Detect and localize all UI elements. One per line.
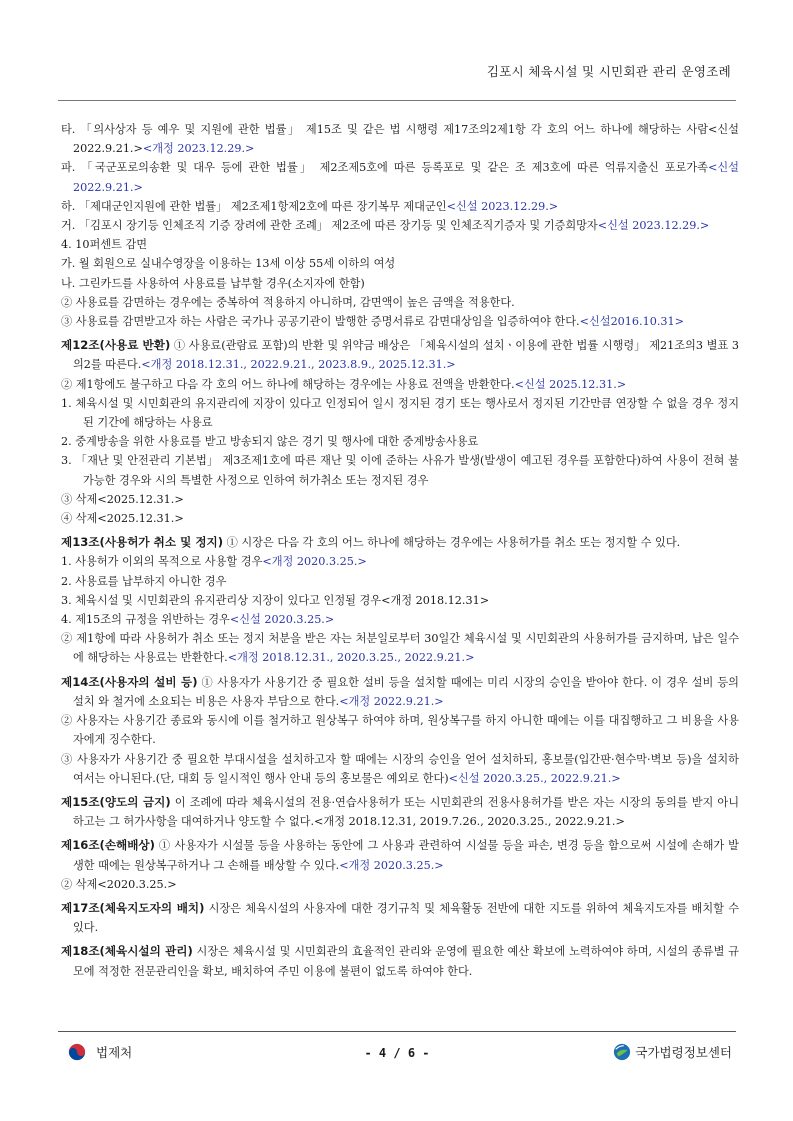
paragraph-2: ② 제1항에 따라 사용허가 취소 또는 정지 처분을 받은 자는 처분일로부터 30일간 체육시설 및 시민회관의 사용허가를 금지하며, 납은 일수에 해당하는 사용료는 반환한다. <box>61 632 739 665</box>
article-18 <box>61 942 739 980</box>
article-17 <box>61 899 739 937</box>
clause-ga: 가. 월 회원으로 실내수영장을 이용하는 13세 이상 55세 이하의 여성 <box>61 257 396 271</box>
item-2: 2. 사용료를 납부하지 아니한 경우 <box>61 574 227 588</box>
clause-na: 나. 그린카드를 사용하여 사용료를 납부할 경우(소지자에 한함) <box>61 276 365 290</box>
paragraph-2: ② 사용자는 사용기간 종료와 동시에 이를 철거하고 원상복구 하여야 하며, 원상복구를 하지 아니한 때에는 이를 대집행하고 그 비용을 사용자에게 징수한다. <box>61 714 739 747</box>
revision-note: <개정 2020.3.25.> <box>262 555 367 569</box>
item-1: 1. 체육시설 및 시민회관의 유지관리에 지장이 있다고 인정되어 일시 정지된 경기 또는 행사로서 정지된 기간만큼 연장할 수 없을 경우 정지된 기간에 해당하는 사용료 <box>61 396 739 430</box>
article-16 <box>61 836 739 894</box>
paragraph-3: ③ 삭제<2025.12.31.> <box>61 492 184 506</box>
clause-text: 파. 「국군포로의송환 및 대우 등에 관한 법률」 제2조제5호에 따른 등록포로 및 같은 조 제3호에 따른 억류지출신 포로가족 <box>61 161 708 175</box>
clause-text: ③ 사용료를 감면받고자 하는 사람은 국가나 공공기관이 발행한 증명서류로 감면대상임을 입증하여야 한다. <box>61 315 580 329</box>
article-13 <box>61 533 739 667</box>
footer-right <box>613 1043 732 1061</box>
item-4: 4. 제15조의 규정을 위반하는 경우 <box>61 613 230 627</box>
clause-text: 하. 「제대군인지원에 관한 법률」 제2조제1항제2호에 따른 장기복무 제대군인 <box>61 199 447 213</box>
footer-source: 국가법령정보센터 <box>635 1045 732 1060</box>
clause-ta <box>61 120 739 158</box>
item-4: 4. 10퍼센트 감면 <box>61 238 148 252</box>
item-3: 3. 「재난 및 안전관리 기본법」 제3조제1호에 따른 재난 및 이에 준하는 사유가 발생(발생이 예고된 경우를 포함한다)하여 사용이 전혀 불가능한 경우와 시의 특별한 사정으로 인하여 허가취소 또는 정지된 경우 <box>61 454 739 487</box>
revision-note: <신설 2022.9.21.> <box>73 161 739 194</box>
paragraph-2: ② 사용료를 감면하는 경우에는 중복하여 적용하지 아니하며, 감면액이 높은 금액을 적용한다. <box>61 295 515 309</box>
item-3: 3. 체육시설 및 시민회관의 유지관리상 지장이 있다고 인정될 경우<개정 2018.12.31> <box>61 593 490 607</box>
clause-pa <box>61 158 739 196</box>
revision-note: <신설2016.10.31> <box>579 315 684 329</box>
article-title: 제13조(사용허가 취소 및 정지) <box>61 535 224 550</box>
footer-divider <box>58 1031 736 1032</box>
article-15 <box>61 793 739 831</box>
article-text: ① 사용자가 시설물 등을 사용하는 동안에 그 사용과 관련하여 시설물 등을 파손, 변경 등을 함으로써 시설에 손해가 발생한 때에는 원상복구하거나 그 손해를 배상할 수 있다. <box>73 839 739 872</box>
paragraph-text: ② 제1항에도 불구하고 다음 각 호의 어느 하나에 해당하는 경우에는 사용료 전액을 반환한다. <box>61 377 515 391</box>
article-text: 시장은 체육시설 및 시민회관의 효율적인 관리와 운영에 필요한 예산 확보에 노력하여야 하며, 시설의 종류별 규모에 적정한 전문관리인을 확보, 배치하여 주민 이용에 불편이 없도록 하여야 한다. <box>73 945 739 978</box>
item-2: 2. 중계방송을 위한 사용료를 받고 방송되지 않은 경기 및 행사에 대한 중계방송사용료 <box>61 435 479 449</box>
article-text: ① 사용료(관람료 포함)의 반환 및 위약금 배상은 「체육시설의 설치ㆍ이용에 관한 법률 시행령」 제21조의3 별표 3의2를 따른다. <box>73 339 739 372</box>
revision-note: <개정 2020.3.25.> <box>339 858 444 872</box>
clause-geo <box>61 216 739 235</box>
article-text: ① 사용자가 사용기간 중 필요한 설비 등을 설치할 때에는 미리 시장의 승인을 받아야 한다. 이 경우 설비 등의 설치 와 철거에 소요되는 비용은 사용자 부담으로 한다. <box>73 675 739 708</box>
clause-text: 타. 「의사상자 등 예우 및 지원에 관한 법률」 제15조 및 같은 법 시행령 제17조의2제1항 각 호의 어느 하나에 해당하는 사람<신설 2022.9.21.> <box>61 123 739 156</box>
revision-note: <개정 2022.9.21.> <box>339 694 444 708</box>
article-text: 시장은 체육시설의 사용자에 대한 경기규칙 및 체육활동 전반에 대한 지도를 위하여 체육지도자를 배치할 수 있다. <box>73 901 740 935</box>
revision-note: <신설 2023.12.29.> <box>597 219 710 233</box>
paragraph-4: ④ 삭제<2025.12.31.> <box>61 512 184 526</box>
page-footer <box>58 1040 736 1066</box>
revision-note: <신설 2020.3.25., 2022.9.21.> <box>448 771 621 785</box>
document-body <box>61 120 739 981</box>
header-divider <box>58 100 736 101</box>
revision-note: <신설 2023.12.29.> <box>446 199 559 213</box>
footer-publisher: 법제처 <box>96 1045 133 1060</box>
item-1: 1. 사용허가 이외의 목적으로 사용할 경우 <box>61 555 263 569</box>
article-title: 제17조(체육지도자의 배치) <box>61 900 205 915</box>
globe-icon <box>613 1043 631 1061</box>
article-title: 제15조(양도의 금지) <box>61 794 171 809</box>
paragraph-3: ③ 사용자가 사용기간 중 필요한 부대시설을 설치하고자 할 때에는 시장의 승인을 얻어 설치하되, 홍보물(입간판·현수막·벽보 등)을 설치하여서는 아니된다.(단, 대회 등 일시적인 행사 안내 등의 홍보물은 예외로 한다) <box>61 752 739 785</box>
clause-ha <box>61 197 739 216</box>
article-text: ① 시장은 다음 각 호의 어느 하나에 해당하는 경우에는 사용허가를 취소 또는 정지할 수 있다. <box>223 536 681 550</box>
clause-text: 거. 「김포시 장기등 인체조직 기증 장려에 관한 조례」 제2조에 따른 장기등 및 인체조직기증자 및 기증희망자 <box>61 219 598 233</box>
page-number: - 4 / 6 - <box>364 1046 430 1060</box>
revision-note: <개정 2018.12.31., 2020.3.25., 2022.9.21.> <box>227 651 475 665</box>
revision-note: <개정 2023.12.29.> <box>142 142 255 156</box>
article-title: 제18조(체육시설의 관리) <box>61 944 193 959</box>
revision-note: <개정 2018.12.31., 2022.9.21., 2023.8.9., 2025.12.31.> <box>141 358 456 372</box>
revision-note: <신설 2025.12.31.> <box>514 377 627 391</box>
article-12 <box>61 336 739 528</box>
article-text: 이 조례에 따라 체육시설의 전용·연습사용허가 또는 시민회관의 전용사용허가를 받은 자는 시장의 동의를 받지 아니하고는 그 허가사항을 대여하거나 양도할 수 없다.<개정 2018.12.31, 2019.7.26., 2020.3.25., 2022.9.21.> <box>73 795 739 829</box>
article-title: 제14조(사용자의 설비 등) <box>61 674 198 689</box>
paragraph-2: ② 삭제<2020.3.25.> <box>61 877 177 891</box>
article-title: 제16조(손해배상) <box>61 838 155 853</box>
article-title: 제12조(사용료 반환) <box>61 338 171 353</box>
document-header-title: 김포시 체육시설 및 시민회관 관리 운영조례 <box>486 64 731 79</box>
paragraph-3 <box>61 312 739 331</box>
article-14 <box>61 673 739 788</box>
revision-note: <신설 2020.3.25.> <box>229 613 335 627</box>
